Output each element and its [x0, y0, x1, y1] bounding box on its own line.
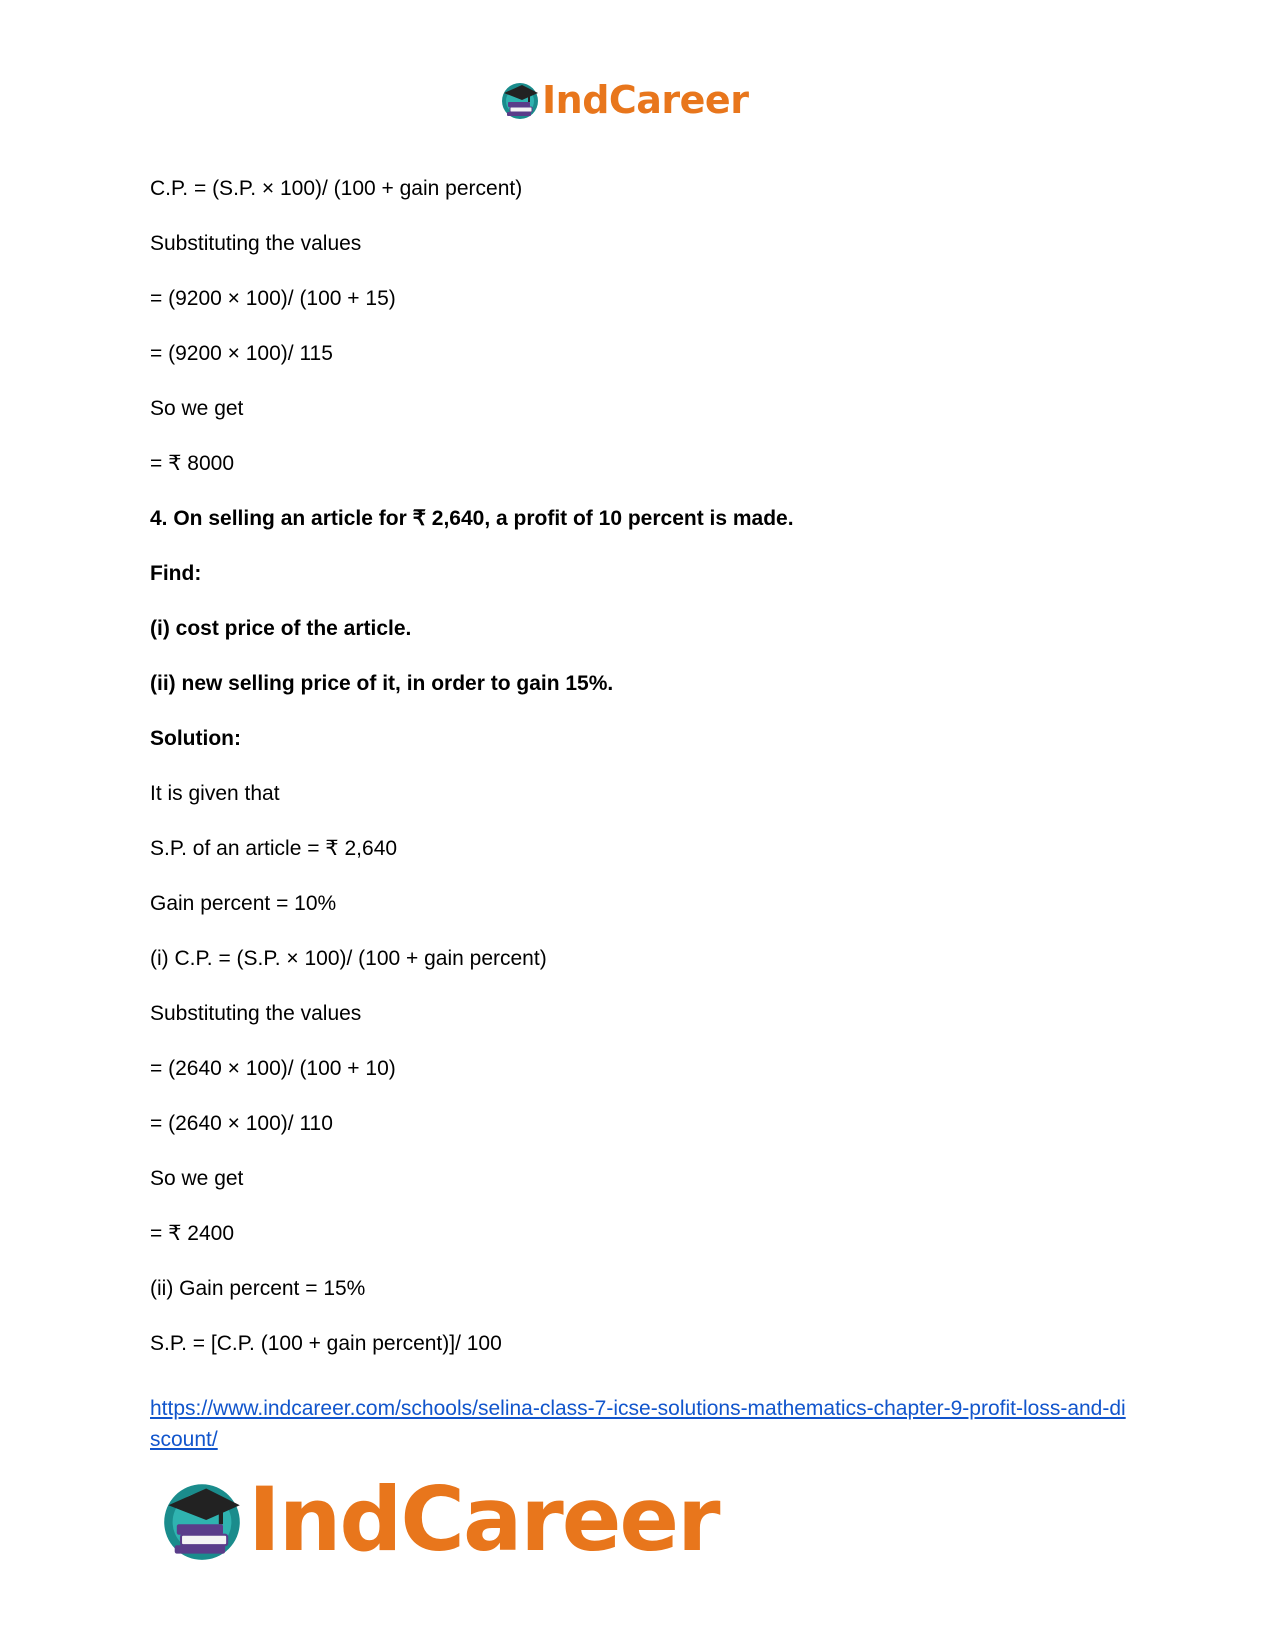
question-text: 4. On selling an article for ₹ 2,640, a profit of 10 percent is made. [150, 507, 794, 530]
source-link[interactable]: https://www.indcareer.com/schools/selina-class-7-icse-solutions-mathematics-chapter-9-profit-loss-and-discount/ [150, 1397, 1126, 1451]
graduation-book-icon [160, 1478, 244, 1562]
solution-text: = (9200 × 100)/ (100 + 15) [150, 287, 396, 310]
logo-wordmark: IndCareer [542, 78, 749, 122]
solution-text: It is given that [150, 782, 280, 805]
solution-text: Gain percent = 10% [150, 892, 337, 915]
solution-text: (i) C.P. = (S.P. × 100)/ (100 + gain percent) [150, 947, 547, 970]
question-text: (i) cost price of the article. [150, 617, 412, 640]
question-text: Solution: [150, 727, 241, 750]
question-text: (ii) new selling price of it, in order to gain 15%. [150, 672, 614, 695]
solution-text: Substituting the values [150, 1002, 362, 1025]
solution-text: = (2640 × 100)/ (100 + 10) [150, 1057, 396, 1080]
graduation-book-icon [500, 80, 540, 120]
solution-text: = (9200 × 100)/ 115 [150, 342, 333, 365]
header-logo [500, 78, 748, 122]
document-body [150, 176, 1130, 1386]
question-text: Find: [150, 562, 202, 585]
solution-text: Substituting the values [150, 232, 362, 255]
solution-text: = ₹ 2400 [150, 1222, 235, 1245]
solution-text: = (2640 × 100)/ 110 [150, 1112, 333, 1135]
footer-logo [160, 1468, 719, 1571]
solution-text: So we get [150, 397, 244, 420]
logo-wordmark: IndCareer [248, 1468, 719, 1571]
solution-text: S.P. = [C.P. (100 + gain percent)]/ 100 [150, 1332, 502, 1355]
solution-text: So we get [150, 1167, 244, 1190]
solution-text: C.P. = (S.P. × 100)/ (100 + gain percent) [150, 177, 523, 200]
solution-text: S.P. of an article = ₹ 2,640 [150, 837, 398, 860]
solution-text: (ii) Gain percent = 15% [150, 1277, 366, 1300]
solution-text: = ₹ 8000 [150, 452, 235, 475]
